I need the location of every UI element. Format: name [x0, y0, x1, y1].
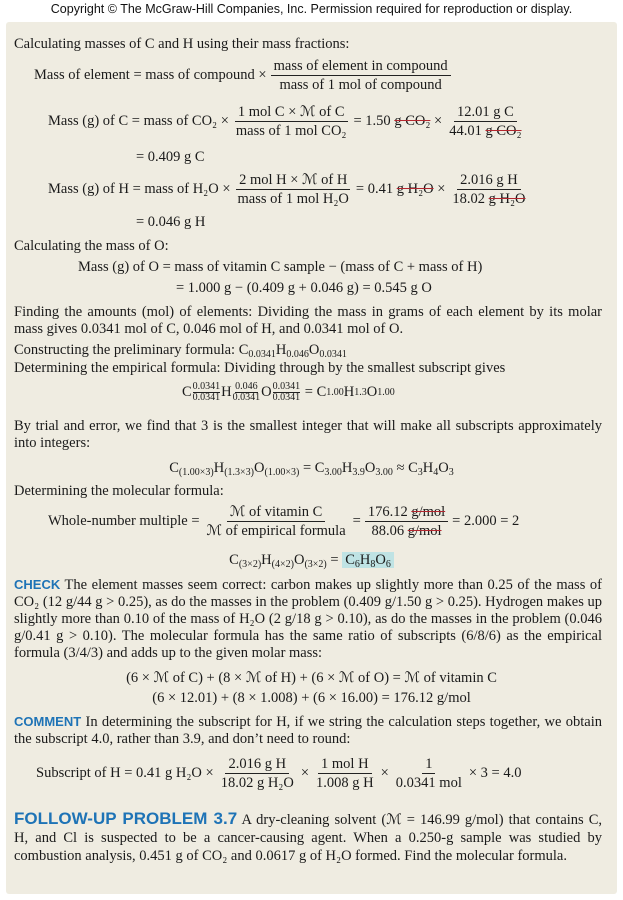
follow-up-paragraph	[14, 810, 602, 865]
trial-paragraph: By trial and error, we find that 3 is the smallest integer that will make all subscripts approximately into integers:	[14, 418, 602, 451]
preliminary-formula-line: Constructing the preliminary formula: $C_{0.0341}H_{0.046}O_{0.0341}$	[14, 342, 347, 360]
subscript-lhs: Subscript of H = 0.41 g H₂O ×	[36, 765, 214, 781]
mass-c-result: = 0.409 g C	[136, 149, 205, 165]
comment-paragraph	[14, 713, 602, 748]
mass-o-equation-2: = 1.000 g − (0.409 g + 0.046 g) = 0.545 g O	[176, 280, 432, 296]
mass-c-fraction-1	[233, 104, 350, 139]
fraction-denominator: 44.01 g CO₂	[449, 123, 522, 139]
fraction-denominator: 88.06 g/mol	[371, 523, 442, 539]
mass-h-fraction-1	[235, 172, 352, 207]
mass-c-equation: Mass (g) of C = mass of CO₂ × $\frac{\text{1 mol C × ℳ of C}}{\text{mass of 1 mol CO₂}}$ = 1.50 g CO₂ × $\frac{\text{12.01 g C}}{\text{44.01 g CO₂}}$	[48, 104, 529, 139]
sum-equation-2: (6 × 12.01) + (8 × 1.008) + (6 × 16.00) = 176.12 g/mol	[152, 690, 471, 706]
sum-equation-1: (6 × ℳ of C) + (8 × ℳ of H) + (6 × ℳ of O) = ℳ of vitamin C	[126, 670, 497, 686]
fraction-denominator: mass of 1 mol H₂O	[237, 191, 349, 207]
subscript-fraction-1: $\frac{\text{2.016 g H}}{\text{18.02 g H₂O}}$	[220, 756, 294, 791]
mass-h-lhs: Mass (g) of H = mass of H₂O ×	[48, 181, 231, 197]
mass-h-value: = 0.41	[355, 181, 394, 197]
subscript-equation: Subscript of H = 0.41 g H₂O × $\frac{\text{2.016 g H}}{\text{18.02 g H₂O}}$ × $\frac{\text{1 mol H}}{\text{1.008 g H}}$ × $\frac{1}{\text{0.0341 mol}}$ × 3 = 4.0	[36, 756, 522, 791]
mass-h-result: = 0.046 g H	[136, 214, 206, 230]
h-subscript-fraction: 0.046 0.0341	[232, 381, 261, 403]
fraction-numerator: 12.01 g C	[454, 104, 517, 122]
mass-h-fraction-2	[449, 172, 528, 207]
fraction-numerator: 1 mol C × ℳ of C	[235, 104, 348, 122]
mass-o-heading: Calculating the mass of O:	[14, 238, 169, 254]
fraction-numerator: 2 mol H × ℳ of H	[236, 172, 350, 190]
whole-fraction-1	[204, 504, 349, 539]
copyright-notice: Copyright © The McGraw-Hill Companies, Inc. Permission required for reproduction or display.	[50, 2, 573, 16]
check-label: CHECK	[14, 577, 61, 592]
follow-up-text: A dry-cleaning solvent (ℳ = 146.99 g/mol) that contains C, H, and Cl is suspected to be a cancer-causing agent. When a 0.250-g sample was studied by combustion analysis, 0.451 g of CO₂ and 0.0617 g of H₂O formed. Find the molecular formula.	[14, 812, 603, 864]
fraction-denominator: mass of 1 mol CO₂	[235, 123, 347, 139]
intro-line: Calculating masses of C and H using their mass fractions:	[14, 36, 350, 52]
empirical-intro: Determining the empirical formula: Dividing through by the smallest subscript gives	[14, 360, 506, 376]
trial-equation: $C_{(1.00\times 3)}H_{(1.3\times 3)}O_{(1.00\times 3)} = C_{3.00}H_{3.9}O_{3.00} \approx C_3H_4O_3$	[169, 460, 454, 478]
mass-c-value: = 1.50	[353, 113, 391, 129]
molecular-formula-highlight: $C_6H_8O_6$	[342, 552, 394, 568]
fraction-numerator: ℳ of vitamin C	[227, 504, 325, 522]
fraction-denominator: 18.02 g H₂O	[452, 191, 526, 207]
comment-label: COMMENT	[14, 714, 82, 729]
comment-text: In determining the subscript for H, if we string the calculation steps together, we obtain the subscript 4.0, rather than 3.9, and don’t need to round:	[14, 714, 602, 747]
subscript-result: × 3 = 4.0	[468, 765, 522, 781]
fraction-denominator: mass of 1 mol of compound	[279, 77, 442, 93]
mass-c-fraction-2	[446, 104, 524, 139]
whole-number-result: = 2.000 = 2	[452, 513, 520, 529]
fraction-numerator: 2.016 g H	[457, 172, 521, 190]
fraction-numerator: mass of element in compound	[271, 58, 451, 76]
c-subscript-fraction: 0.0341 0.0341	[192, 381, 221, 403]
whole-fraction-2	[365, 504, 448, 539]
amounts-paragraph: Finding the amounts (mol) of elements: Dividing the mass in grams of each element by its molar mass gives 0.0341 mol of C, 0.046 mol of H, and 0.0341 mol of O.	[14, 304, 602, 337]
final-formula-equation: $C_{(3\times 2)}H_{(4\times 2)}O_{(3\times 2)} = C_6H_8O_6$	[0, 552, 623, 569]
check-text: The element masses seem correct: carbon makes up slightly more than 0.25 of the mass of CO₂ (12 g/44 g > 0.25), as do the masses in the problem (0.409 g/1.50 g > 0.25). Hydrogen makes up slightly more than 0.10 of the mass of H₂O (2 g/18 g > 0.10), as do the masses in the problem (0.046 g/0.41 g > 0.10). The molecular formula has the same ratio of subscripts (6/8/6) as the empirical formula (3/4/3) and adds up to the given molar mass:	[14, 577, 602, 661]
mass-element-lhs: Mass of element = mass of compound ×	[34, 67, 267, 83]
o-subscript-fraction: 0.0341 0.0341	[272, 381, 301, 403]
subscript-fraction-2: $\frac{\text{1 mol H}}{\text{1.008 g H}}$	[316, 756, 374, 791]
empirical-division-equation: C 0.0341 0.0341 H 0.046 0.0341 O 0.0341 0.0341 = C 1.00 H 1.3 O 1.00	[182, 381, 395, 403]
mass-c-lhs: Mass (g) of C = mass of CO₂ ×	[48, 113, 229, 129]
molecular-formula-heading: Determining the molecular formula:	[14, 483, 224, 499]
mass-h-equation: Mass (g) of H = mass of H₂O × $\frac{\text{2 mol H × ℳ of H}}{\text{mass of 1 mol H₂O}}$ = 0.41 g H₂O × $\frac{\text{2.016 g H}}{\text{18.02 g H₂O}}$	[48, 172, 533, 207]
subscript-fraction-3: $\frac{1}{\text{0.0341 mol}}$	[395, 756, 462, 791]
whole-number-lhs: Whole-number multiple =	[48, 513, 200, 529]
mass-element-equation	[34, 58, 455, 93]
cancelled-unit: g H₂O	[396, 181, 434, 197]
check-paragraph	[14, 576, 602, 662]
fraction-numerator: 176.12 g/mol	[365, 504, 448, 522]
mass-element-fraction	[271, 58, 451, 93]
cancelled-unit: g CO₂	[394, 113, 431, 129]
follow-up-label: FOLLOW-UP PROBLEM 3.7	[14, 809, 238, 828]
whole-number-equation: Whole-number multiple = $\frac{\text{ℳ of vitamin C}}{\text{ℳ of empirical formula}}$ = $\frac{\text{176.12 g/mol}}{\text{88.06 g/mol}}$ = 2.000 = 2	[48, 504, 520, 539]
mass-o-equation-1: Mass (g) of O = mass of vitamin C sample − (mass of C + mass of H)	[78, 259, 483, 275]
fraction-denominator: ℳ of empirical formula	[206, 523, 346, 539]
